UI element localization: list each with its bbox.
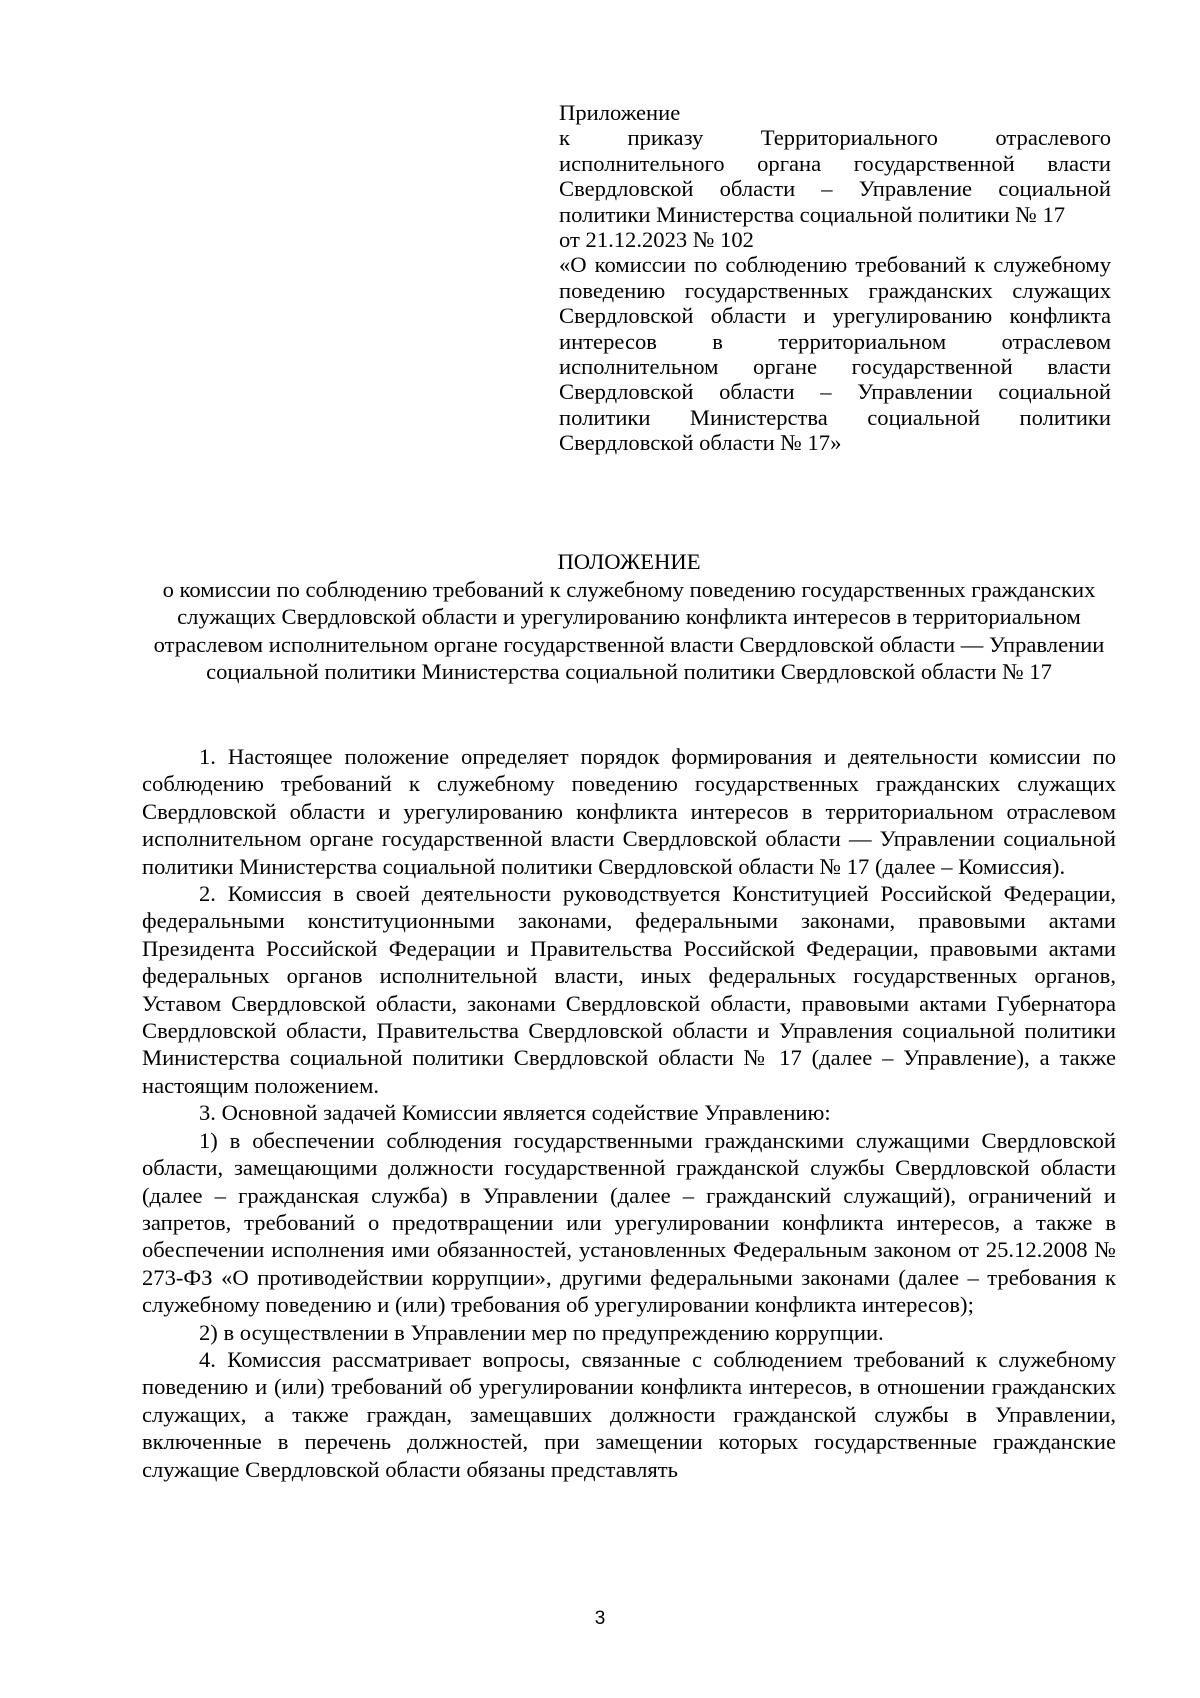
appendix-order-title: «О комиссии по соблюдению требований к служебному поведению государственных гражданских служащих Свердловской области и урегулированию конфликта интересов в территориальном отраслевом исполнительном органе государственной власти Свердловской области – Управлении социальной политики Министерства социальной политики Свердловской области № 17» [559, 252, 1111, 456]
paragraph-2: 2. Комиссия в своей деятельности руководствуется Конституцией Российской Федерации, федеральными конституционными законами, федеральными законами, правовыми актами Президента Российской Федерации и Правительства Российской Федерации, правовыми актами федеральных органов исполнительной власти, иных федеральных государственных органов, Уставом Свердловской области, законами Свердловской области, правовыми актами Губернатора Свердловской области, Правительства Свердловской области и Управления социальной политики Министерства социальной политики Свердловской области № 17 (далее – Управление), а также настоящим положением. [142, 881, 1116, 1098]
page-number: 3 [594, 1608, 606, 1629]
paragraph-3-item-1: 1) в обеспечении соблюдения государственными гражданскими служащими Свердловской области, замещающими должности государственной гражданской службы Свердловской области (далее – гражданская служба) в Управлении (далее – гражданский служащий), ограничений и запретов, требований о предотвращении или урегулировании конфликта интересов, а также в обеспечении исполнения ими обязанностей, установленных Федеральным законом от 25.12.2008 № 273-ФЗ «О противодействии коррупции», другими федеральными законами (далее – требования к служебному поведению и (или) требования об урегулировании конфликта интересов); [142, 1127, 1116, 1318]
paragraph-4: 4. Комиссия рассматривает вопросы, связанные с соблюдением требований к служебному поведению и (или) требований об урегулировании конфликта интересов, в отношении гражданских служащих, а также граждан, замещавших должности гражданской службы в Управлении, включенные в перечень должностей, при замещении которых государственные гражданские служащие Свердловской области обязаны представлять [142, 1346, 1116, 1482]
appendix-block [559, 100, 1111, 456]
appendix-order-reference: к приказу Территориального отраслевого исполнительного органа государственной власти Свердловской области – Управление социальной политики Министерства социальной политики № 17 [559, 125, 1111, 227]
appendix-label: Приложение [559, 100, 681, 125]
regulation-subheading: о комиссии по соблюдению требований к служебному поведению государственных гражданских служащих Свердловской области и урегулированию конфликта интересов в территориальном отраслевом исполнительном органе государственной власти Свердловской области — Управлении социальной политики Министерства социальной политики Свердловской области № 17 [153, 576, 1105, 684]
regulation-title [142, 548, 1116, 686]
paragraph-3-item-2: 2) в осуществлении в Управлении мер по предупреждению коррупции. [199, 1319, 884, 1345]
paragraph-3: 3. Основной задачей Комиссии является содействие Управлению: [199, 1100, 831, 1126]
regulation-heading: ПОЛОЖЕНИЕ [557, 549, 701, 574]
regulation-body [142, 743, 1116, 1483]
appendix-date-number: от 21.12.2023 № 102 [559, 227, 754, 253]
paragraph-1: 1. Настоящее положение определяет порядок формирования и деятельности комиссии по соблюдению требований к служебному поведению государственных гражданских служащих Свердловской области и урегулированию конфликта интересов в территориальном отраслевом исполнительном органе государственной власти Свердловской области — Управлении социальной политики Министерства социальной политики Свердловской области № 17 (далее – Комиссия). [142, 744, 1116, 879]
